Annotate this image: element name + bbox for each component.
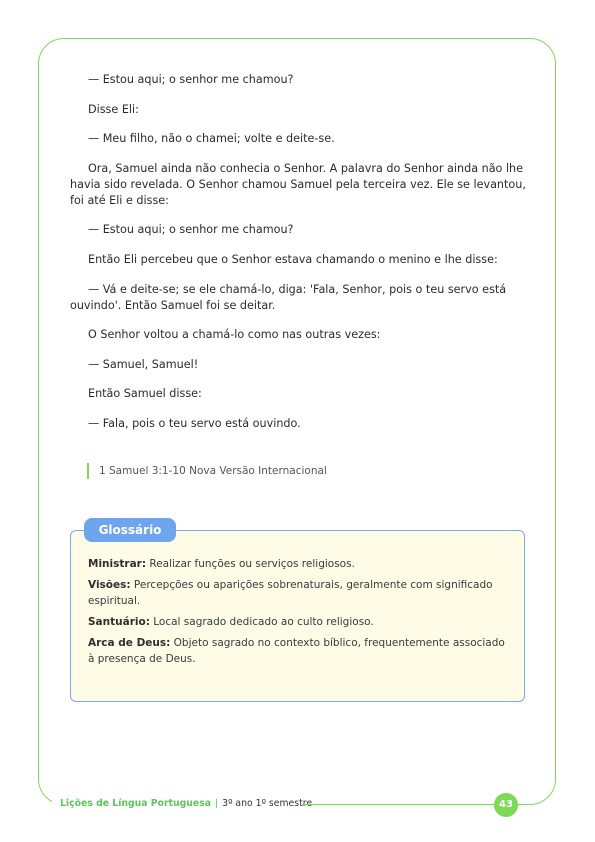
- source-citation: 1 Samuel 3:1-10 Nova Versão Internacional: [87, 463, 327, 479]
- glossary-definition: Realizar funções ou serviços religiosos.: [146, 558, 355, 570]
- passage-paragraph: Disse Eli:: [88, 102, 139, 116]
- glossary-item: [88, 577, 513, 609]
- glossary-definition: Local sagrado dedicado ao culto religioso.: [149, 616, 374, 628]
- passage-paragraph: Então Samuel disse:: [88, 387, 202, 401]
- glossary-item: [88, 556, 513, 572]
- glossary-title: Glossário: [84, 518, 176, 542]
- glossary-definition: Objeto sagrado no contexto bíblico, frequentemente associado à presença de Deus.: [88, 637, 505, 665]
- passage-paragraph: — Vá e deite-se; se ele chamá-lo, diga: 'Fala, Senhor, pois o teu servo está ouvindo'. Então Samuel foi se deitar.: [70, 282, 507, 312]
- footer-grade: 3º ano 1º semestre: [222, 798, 313, 809]
- glossary-term: Ministrar:: [88, 558, 147, 570]
- footer-series: Lições de Língua Portuguesa: [60, 798, 212, 809]
- footer-rule: [302, 804, 496, 805]
- glossary-definition: Percepções ou aparições sobrenaturais, geralmente com significado espiritual.: [88, 579, 493, 607]
- passage-paragraph: — Estou aqui; o senhor me chamou?: [88, 223, 294, 237]
- glossary-item: [88, 614, 513, 630]
- glossary-term: Visões:: [88, 579, 131, 591]
- glossary-term: Santuário:: [88, 616, 150, 628]
- footer: [60, 797, 312, 811]
- glossary-item: [88, 635, 513, 667]
- passage-paragraph: — Samuel, Samuel!: [88, 357, 199, 371]
- passage-paragraph: Ora, Samuel ainda não conhecia o Senhor. A palavra do Senhor ainda não lhe havia sido revelada. O Senhor chamou Samuel pela terceira vez. Ele se levantou, foi até Eli e disse:: [70, 161, 526, 207]
- passage-paragraph: — Meu filho, não o chamei; volte e deite-se.: [88, 132, 335, 146]
- passage-paragraph: — Estou aqui; o senhor me chamou?: [88, 73, 294, 86]
- passage-paragraph: — Fala, pois o teu servo está ouvindo.: [88, 416, 301, 430]
- passage-text: [70, 72, 528, 446]
- glossary-list: [88, 556, 513, 672]
- passage-paragraph: Então Eli percebeu que o Senhor estava chamando o menino e lhe disse:: [88, 252, 498, 266]
- footer-separator: |: [215, 798, 219, 809]
- page-number: 43: [494, 793, 518, 817]
- glossary-term: Arca de Deus:: [88, 637, 171, 649]
- passage-paragraph: O Senhor voltou a chamá-lo como nas outras vezes:: [88, 328, 381, 342]
